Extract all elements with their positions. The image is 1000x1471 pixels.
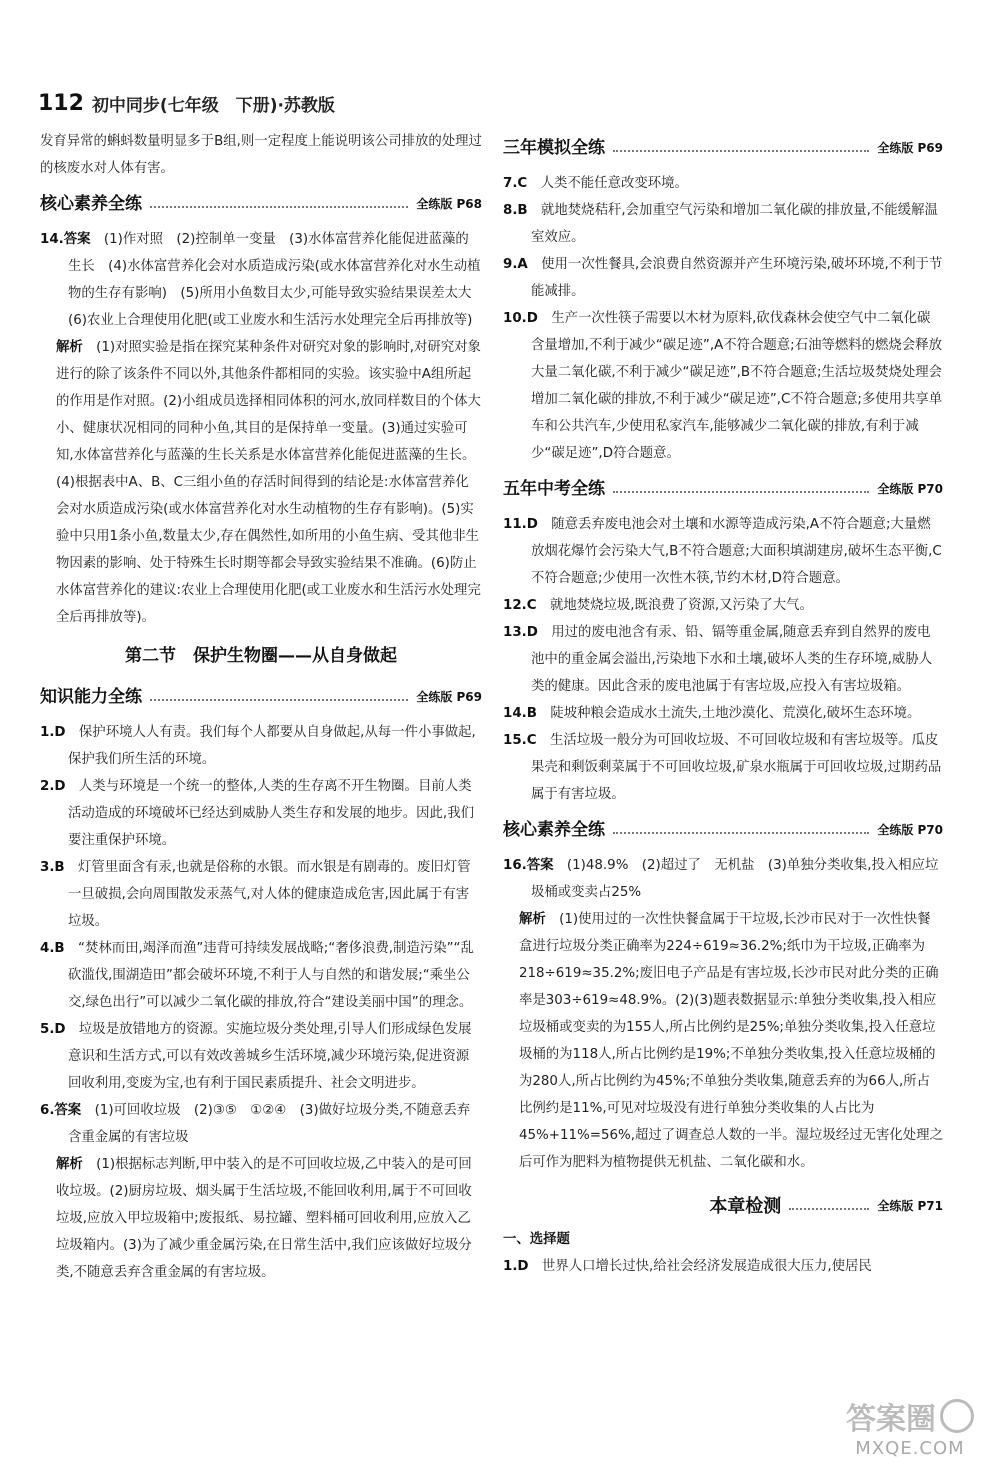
question-number: 13.D <box>503 625 538 640</box>
analysis-6 <box>40 1151 482 1286</box>
answer-item <box>40 1016 482 1097</box>
answer-text: 保护环境人人有责。我们每个人都要从自身做起,从每一件小事做起,保护我们所生活的环境。 <box>68 725 476 767</box>
section-core-literacy <box>40 184 482 224</box>
section-core-literacy-2 <box>503 810 943 850</box>
answer-item <box>503 197 943 251</box>
section-ref: 全练版 P70 <box>877 481 943 496</box>
analysis-label: 解析 <box>519 912 546 927</box>
analysis-text: (1)对照实验是指在探究某种条件对研究对象的影响时,对研究对象进行的除了该条件不同以外,其他条件都相同的实验。该实验中A组所起的作用是作对照。(2)小组成员选择相同体积的河水,放同样数目的个体大小、健康状况相同的同种小鱼,其目的是保持单一变量。(3)通过实验可知,水体富营养化与蓝藻的生长关系是水体富营养化能促进蓝藻的生长。(4)根据表中A、B、C三组小鱼的存活时间得到的结论是:水体富营养化会对水质造成污染(或水体富营养化对水生动植物的生存有影响)。(5)实验中只用1条小鱼,数量太少,存在偶然性,如所用的小鱼生病、受其他非生物因素的影响、处于特殊生长时期等都会导致实验结果不准确。(6)防止水体富营养化的建议:农业上合理使用化肥(或工业废水和生活污水处理完全后再排放等)。 <box>56 340 481 625</box>
question-number: 7.C <box>503 176 528 191</box>
analysis-label: 解析 <box>56 1157 83 1172</box>
question-number: 1.D <box>503 1259 529 1274</box>
answer-item <box>503 511 943 592</box>
page-header <box>38 86 335 120</box>
question-number: 10.D <box>503 311 538 326</box>
answer-text: 生产一次性筷子需要以木材为原料,砍伐森林会使空气中二氧化碳含量增加,不利于减少“碳足迹”,A不符合题意;石油等燃料的燃烧会释放大量二氧化碳,不利于减少“碳足迹”,B不符合题意;生活垃圾焚烧处理会增加二氧化碳的排放,不利于减少“碳足迹”,C不符合题意;多使用共享单车和公共汽车,少使用私家汽车,能够减少二氧化碳的排放,有利于减少“碳足迹”,D符合题意。 <box>531 311 943 461</box>
answer-text: (1)48.9% (2)超过了 无机盐 (3)单独分类收集,投入相应垃圾桶或变卖占25% <box>531 858 939 900</box>
answer-item <box>503 619 943 700</box>
answer-item <box>40 854 482 935</box>
question-number: 14.答案 <box>40 232 91 247</box>
section-title: 知识能力全练 <box>40 686 142 707</box>
left-column <box>40 128 485 1286</box>
question-number: 3.B <box>40 860 65 875</box>
watermark-logo <box>846 1394 974 1438</box>
question-number: 2.D <box>40 779 66 794</box>
question-number: 6.答案 <box>40 1103 82 1118</box>
answer-item <box>40 773 482 854</box>
answer-text: 人类与环境是一个统一的整体,人类的生存离不开生物圈。目前人类活动造成的环境破坏已经达到威胁人类生存和发展的地步。因此,我们要注重保护环境。 <box>68 779 474 848</box>
answer-text: (1)作对照 (2)控制单一变量 (3)水体富营养化能促进蓝藻的生长 (4)水体富营养化会对水质造成污染(或水体富营养化对水生动植物的生存有影响) (5)所用小鱼数目太少,可能导致实验结果误差太大 (6)农业上合理使用化肥(或工业废水和生活污水处理完全后再排放等) <box>68 232 485 328</box>
answer-item <box>503 727 943 808</box>
watermark-logo-text: 答案圈 <box>846 1402 936 1437</box>
answer-text: 使用一次性餐具,会浪费自然资源并产生环境污染,破坏环境,不利于节能减排。 <box>531 257 943 299</box>
question-number: 5.D <box>40 1022 66 1037</box>
chapter-check-heading <box>503 1186 943 1226</box>
answer-text: (1)可回收垃圾 (2)③⑤ ①②④ (3)做好垃圾分类,不随意丢弃含重金属的有害垃圾 <box>68 1103 471 1145</box>
answer-item <box>503 170 943 197</box>
subsection-title: 一、选择题 <box>503 1232 570 1247</box>
section-ref: 全练版 P70 <box>877 822 943 837</box>
answer-text: 就地焚烧垃圾,既浪费了资源,又污染了大气。 <box>549 598 813 613</box>
dotted-leader <box>150 206 408 208</box>
answer-14 <box>40 226 485 334</box>
answer-item <box>40 935 482 1016</box>
answer-16 <box>503 852 943 906</box>
answer-item <box>503 305 943 467</box>
answer-text: 陡坡种粮会造成水土流失,土地沙漠化、荒漠化,破坏生态环境。 <box>550 706 921 721</box>
answer-text: “焚林而田,竭泽而渔”违背可持续发展战略;“奢侈浪费,制造污染”“乱砍滥伐,围湖造田”都会破坏环境,不利于人与自然的和谐发展;“乘坐公交,绿色出行”可以减少二氧化碳的排放,符合“建设美丽中国”的理念。 <box>68 941 474 1010</box>
answer-item <box>503 1253 943 1280</box>
answer-item <box>40 719 482 773</box>
dotted-leader <box>789 1208 869 1210</box>
dotted-leader <box>613 832 869 834</box>
dotted-leader <box>613 491 869 493</box>
question-number: 15.C <box>503 733 537 748</box>
analysis-16 <box>503 906 943 1176</box>
answer-item <box>503 700 943 727</box>
circle-icon <box>940 1399 974 1433</box>
answer-text: 灯管里面含有汞,也就是俗称的水银。而水银是有剧毒的。废旧灯管一旦破损,会向周围散发汞蒸气,对人体的健康造成危害,因此属于有害垃圾。 <box>68 860 471 929</box>
dotted-leader <box>150 699 408 701</box>
answer-text: 随意丢弃废电池会对土壤和水源等造成污染,A不符合题意;大量燃放烟花爆竹会污染大气,B不符合题意;大面积填湖建房,破坏生态平衡,C不符合题意;少使用一次性木筷,节约木材,D符合题意。 <box>531 517 942 586</box>
section-knowledge <box>40 677 482 717</box>
watermark <box>846 1394 974 1459</box>
question-number: 8.B <box>503 203 528 218</box>
question-number: 4.B <box>40 941 65 956</box>
question-number: 11.D <box>503 517 538 532</box>
answer-text: 用过的废电池含有汞、铅、镉等重金属,随意丢弃到自然界的废电池中的重金属会溢出,污染地下水和土壤,破坏人类的生存环境,威胁人类的健康。因此含汞的废电池属于有害垃圾,应投入有害垃圾箱。 <box>531 625 933 694</box>
answer-text: 生活垃圾一般分为可回收垃圾、不可回收垃圾和有害垃圾等。瓜皮果壳和剩饭剩菜属于不可回收垃圾,矿泉水瓶属于可回收垃圾,过期药品属于有害垃圾。 <box>531 733 942 802</box>
dotted-leader <box>613 150 869 152</box>
section-ref: 全练版 P69 <box>416 689 482 704</box>
chapter-title: 第二节 保护生物圈——从自身做起 <box>125 646 397 666</box>
answer-6 <box>40 1097 482 1151</box>
analysis-14 <box>40 334 482 631</box>
analysis-text: (1)使用过的一次性快餐盒属于干垃圾,长沙市民对于一次性快餐盒进行垃圾分类正确率为224÷619≈36.2%;纸巾为干垃圾,正确率为218÷619≈35.2%;废旧电子产品是有害垃圾,长沙市民对此分类的正确率是303÷619≈48.9%。(2)(3)题表数据显示:单独分类收集,投入相应垃圾桶或变卖的为155人,所占比例约是25%;单独分类收集,投入任意垃圾桶的为118人,所占比例约是19%;不单独分类收集,投入任意垃圾桶的为280人,所占比例约为45%;不单独分类收集,随意丢弃的为66人,所占比例约是11%,可见对垃圾没有进行单独分类收集的人占比为45%+11%=56%,超过了调查总人数的一半。湿垃圾经过无害化处理之后可作为肥料为植物提供无机盐、二氧化碳和水。 <box>519 912 943 1170</box>
section-five-year <box>503 469 943 509</box>
question-number: 1.D <box>40 725 66 740</box>
section-ref: 全练版 P68 <box>416 196 482 211</box>
answer-item <box>503 592 943 619</box>
section-three-year <box>503 128 943 168</box>
section-title: 核心素养全练 <box>40 193 142 214</box>
answer-item <box>503 251 943 305</box>
question-number: 14.B <box>503 706 537 721</box>
question-number: 16.答案 <box>503 858 554 873</box>
section-ref: 全练版 P69 <box>877 140 943 155</box>
book-title: 初中同步(七年级 下册)·苏教版 <box>91 95 335 116</box>
section-ref: 全练版 P71 <box>877 1198 943 1213</box>
page-number: 112 <box>38 90 84 116</box>
answer-text: 人类不能任意改变环境。 <box>540 176 688 191</box>
answer-text: 垃圾是放错地方的资源。实施垃圾分类处理,引导人们形成绿色发展意识和生活方式,可以有效改善城乡生活环境,减少环境污染,促进资源回收利用,变废为宝,也有利于国民素质提升、社会文明进步。 <box>68 1022 472 1091</box>
question-number: 12.C <box>503 598 537 613</box>
section-title: 五年中考全练 <box>503 478 605 499</box>
answer-text: 就地焚烧秸秆,会加重空气污染和增加二氧化碳的排放量,不能缓解温室效应。 <box>531 203 938 245</box>
right-column <box>503 126 943 1280</box>
section-title: 三年模拟全练 <box>503 137 605 158</box>
intro-text: 发育异常的蝌蚪数量明显多于B组,则一定程度上能说明该公司排放的处理过的核废水对人体有害。 <box>40 134 482 176</box>
question-number: 9.A <box>503 257 528 272</box>
watermark-url: MXQE.COM <box>855 1438 965 1459</box>
answer-text: 世界人口增长过快,给社会经济发展造成很大压力,使居民 <box>541 1259 872 1274</box>
section-title: 本章检测 <box>709 1195 782 1217</box>
section-title: 核心素养全练 <box>503 819 605 840</box>
analysis-label: 解析 <box>56 340 83 355</box>
analysis-text: (1)根据标志判断,甲中装入的是不可回收垃圾,乙中装入的是可回收垃圾。(2)厨房垃圾、烟头属于生活垃圾,不能回收利用,属于不可回收垃圾,应放入甲垃圾箱中;废报纸、易拉罐、塑料桶可回收利用,应放入乙垃圾箱内。(3)为了减少重金属污染,在日常生活中,我们应该做好垃圾分类,不随意丢弃含重金属的有害垃圾。 <box>56 1157 472 1280</box>
